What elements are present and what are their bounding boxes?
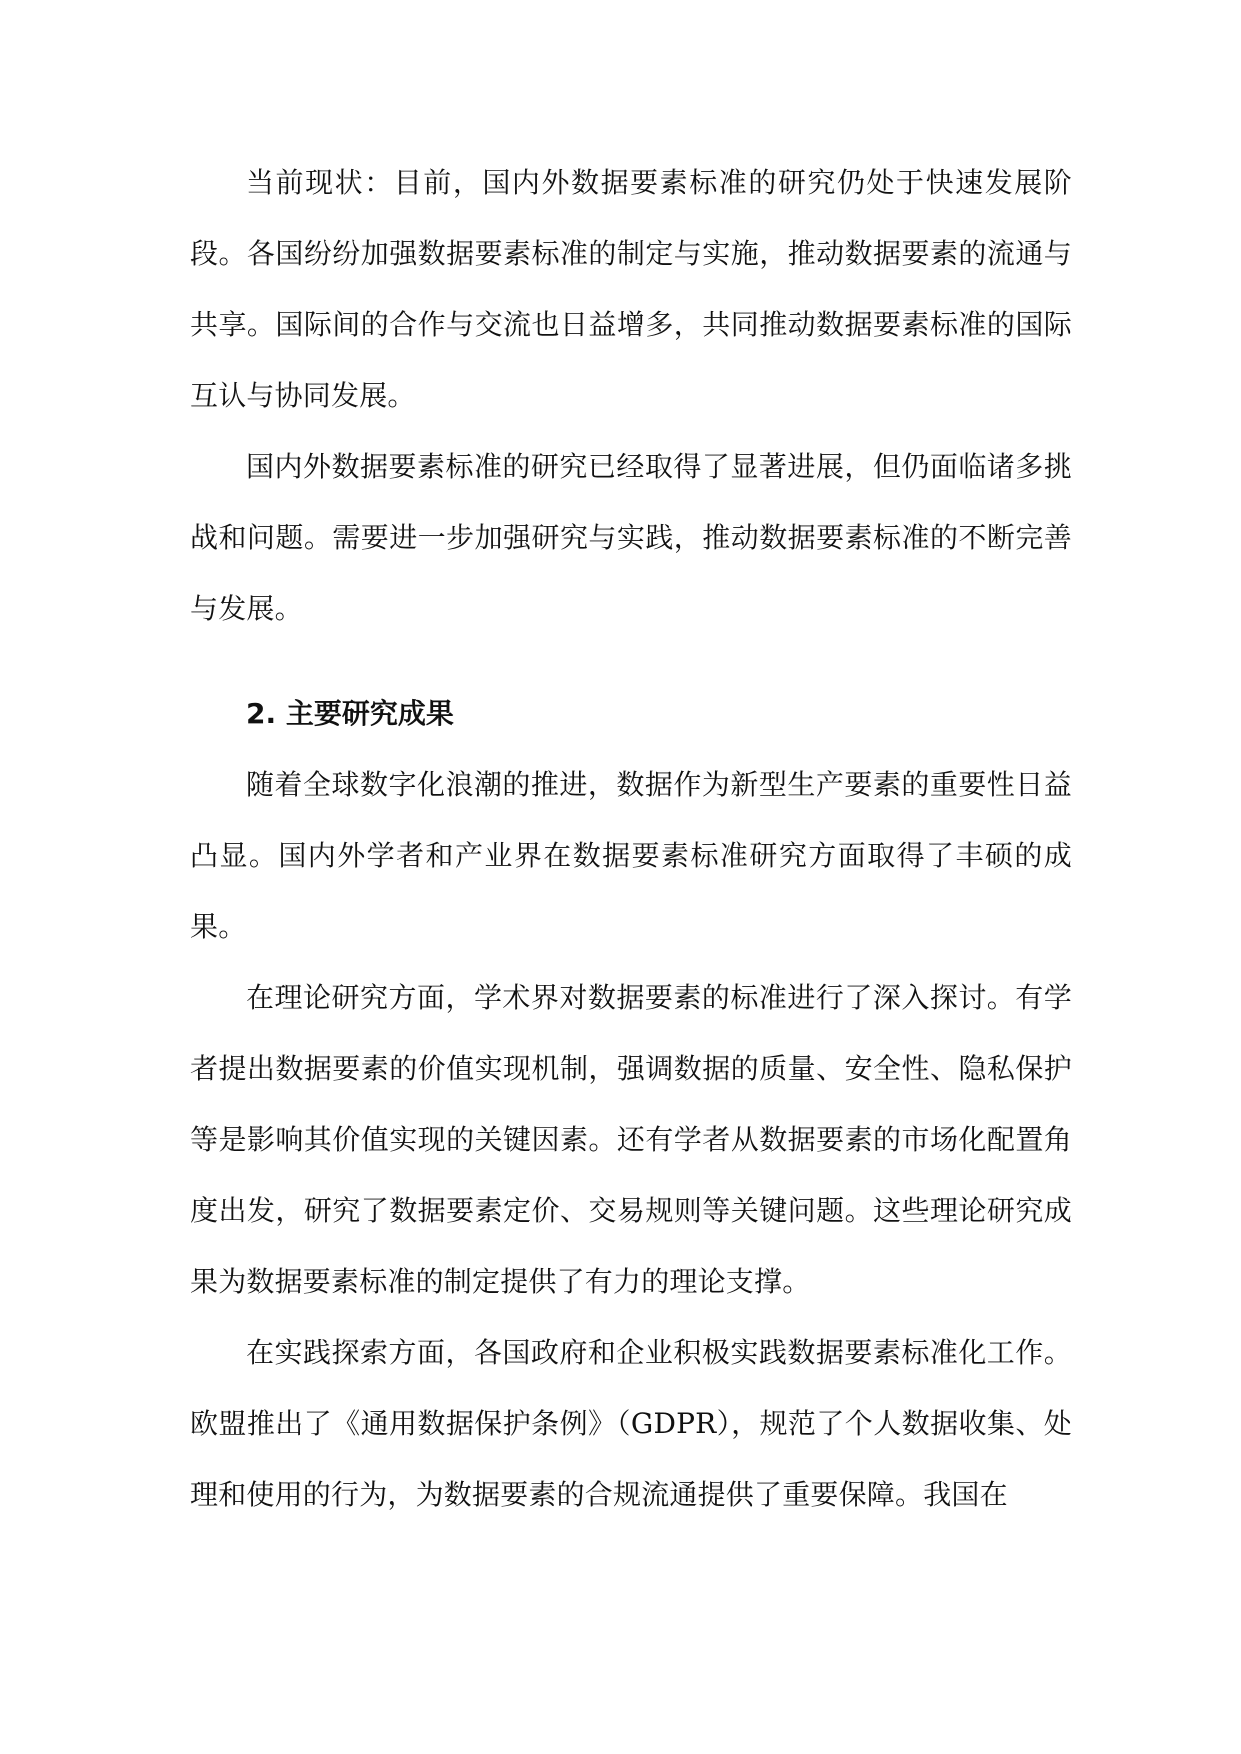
paragraph-theory-research: 在理论研究方面，学术界对数据要素的标准进行了深入探讨。有学者提出数据要素的价值实现机制，强调数据的质量、安全性、隐私保护等是影响其价值实现的关键因素。还有学者从数据要素的市场化配置角度出发，研究了数据要素定价、交易规则等关键问题。这些理论研究成果为数据要素标准的制定提供了有力的理论支撑。 (190, 981, 1072, 1298)
document-body (190, 147, 1072, 1530)
section-spacer (190, 644, 1072, 678)
paragraph-practice-exploration: 在实践探索方面，各国政府和企业积极实践数据要素标准化工作。欧盟推出了《通用数据保护条例》（GDPR），规范了个人数据收集、处理和使用的行为，为数据要素的合规流通提供了重要保障。我国在 (190, 1336, 1072, 1511)
section-heading: 2. 主要研究成果 (246, 697, 454, 730)
paragraph-progress-summary: 国内外数据要素标准的研究已经取得了显著进展，但仍面临诸多挑战和问题。需要进一步加强研究与实践，推动数据要素标准的不断完善与发展。 (190, 450, 1072, 625)
paragraph-research-results: 随着全球数字化浪潮的推进，数据作为新型生产要素的重要性日益凸显。国内外学者和产业界在数据要素标准研究方面取得了丰硕的成果。 (190, 768, 1072, 943)
paragraph-current-status: 当前现状：目前，国内外数据要素标准的研究仍处于快速发展阶段。各国纷纷加强数据要素标准的制定与实施，推动数据要素的流通与共享。国际间的合作与交流也日益增多，共同推动数据要素标准的国际互认与协同发展。 (190, 166, 1072, 412)
